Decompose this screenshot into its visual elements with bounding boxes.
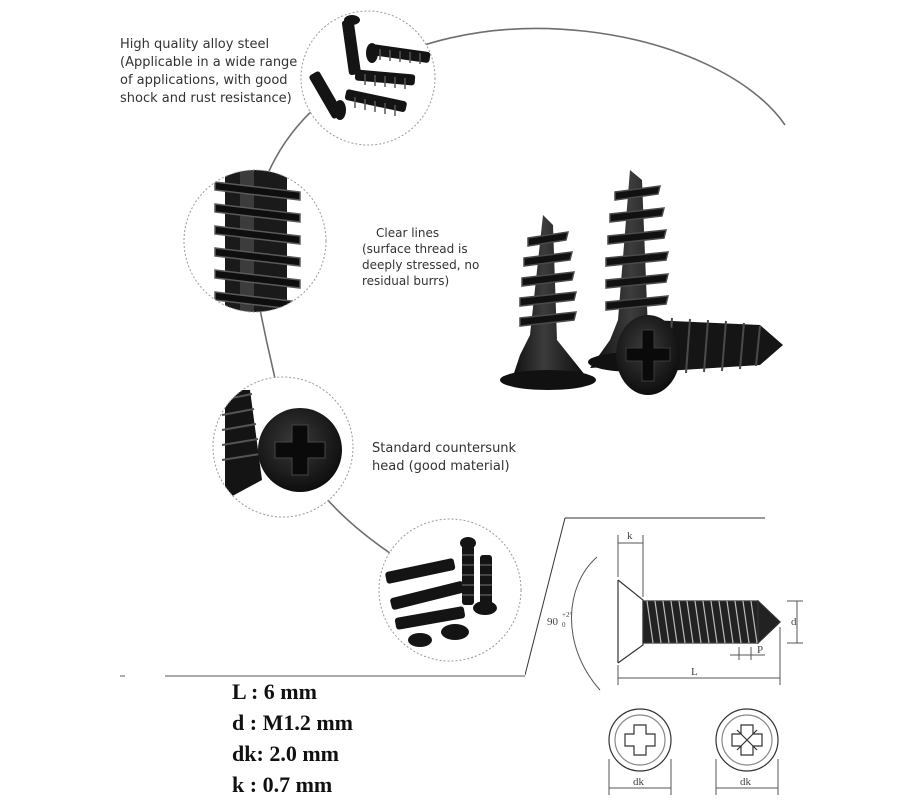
- spec-key: k: [232, 772, 245, 797]
- hero-screws: [500, 170, 783, 395]
- annotation-thread-line: residual burrs): [362, 274, 450, 288]
- annotation-material-line: (Applicable in a wide range: [120, 55, 298, 70]
- technical-drawing: [525, 515, 919, 808]
- spec-row: [232, 769, 353, 800]
- angle-arc: [571, 557, 600, 690]
- spec-sep: :: [256, 741, 270, 766]
- annotation-thread: [362, 225, 479, 289]
- dim-k: [618, 535, 643, 597]
- dim-dk-left-label: dk: [633, 776, 644, 788]
- angle-tolerance-high: +2°: [562, 611, 573, 619]
- annotation-head-line: head (good material): [372, 459, 510, 474]
- annotation-head-title: Standard countersunk: [372, 441, 517, 456]
- angle-tolerance-low: 0: [562, 621, 566, 629]
- dim-k-label: k: [627, 530, 633, 542]
- circle-thread-photo: [184, 165, 326, 320]
- dim-l-label: L: [691, 666, 698, 678]
- annotation-material-title: High quality alloy steel: [120, 37, 270, 52]
- dim-dk-right-label: dk: [740, 776, 751, 788]
- annotation-thread-line: (surface thread is: [362, 242, 468, 256]
- annotation-thread-line: deeply stressed, no: [362, 258, 480, 272]
- spec-sep: :: [245, 679, 264, 704]
- spec-row: [232, 738, 353, 769]
- spec-value: 6 mm: [263, 679, 317, 704]
- circle-material-photo: [301, 11, 435, 145]
- spec-key: L: [232, 679, 246, 704]
- dim-d-label: d: [791, 616, 797, 628]
- dim-p-label: P: [757, 644, 764, 656]
- circle-head-photo: [213, 377, 353, 517]
- spec-row: [232, 676, 353, 707]
- annotation-material: [120, 36, 297, 108]
- annotation-material-line: shock and rust resistance): [120, 91, 292, 106]
- annotation-material-line: of applications, with good: [120, 73, 288, 88]
- spec-sep: :: [244, 772, 263, 797]
- annotation-thread-title: Clear lines: [376, 226, 440, 240]
- spec-key: dk: [232, 741, 257, 766]
- spec-value: M1.2 mm: [262, 710, 353, 735]
- spec-key: d: [232, 710, 245, 735]
- spec-value: 2.0 mm: [269, 741, 339, 766]
- annotation-head: [372, 440, 516, 476]
- spec-value: 0.7 mm: [262, 772, 333, 797]
- angle-label: 90: [547, 616, 558, 628]
- drawing-frame: [525, 518, 765, 675]
- circle-pile-photo: [379, 519, 521, 661]
- screw-side-view: [618, 580, 780, 663]
- spec-sep: :: [244, 710, 263, 735]
- spec-row: [232, 707, 353, 738]
- spec-list: [232, 676, 353, 800]
